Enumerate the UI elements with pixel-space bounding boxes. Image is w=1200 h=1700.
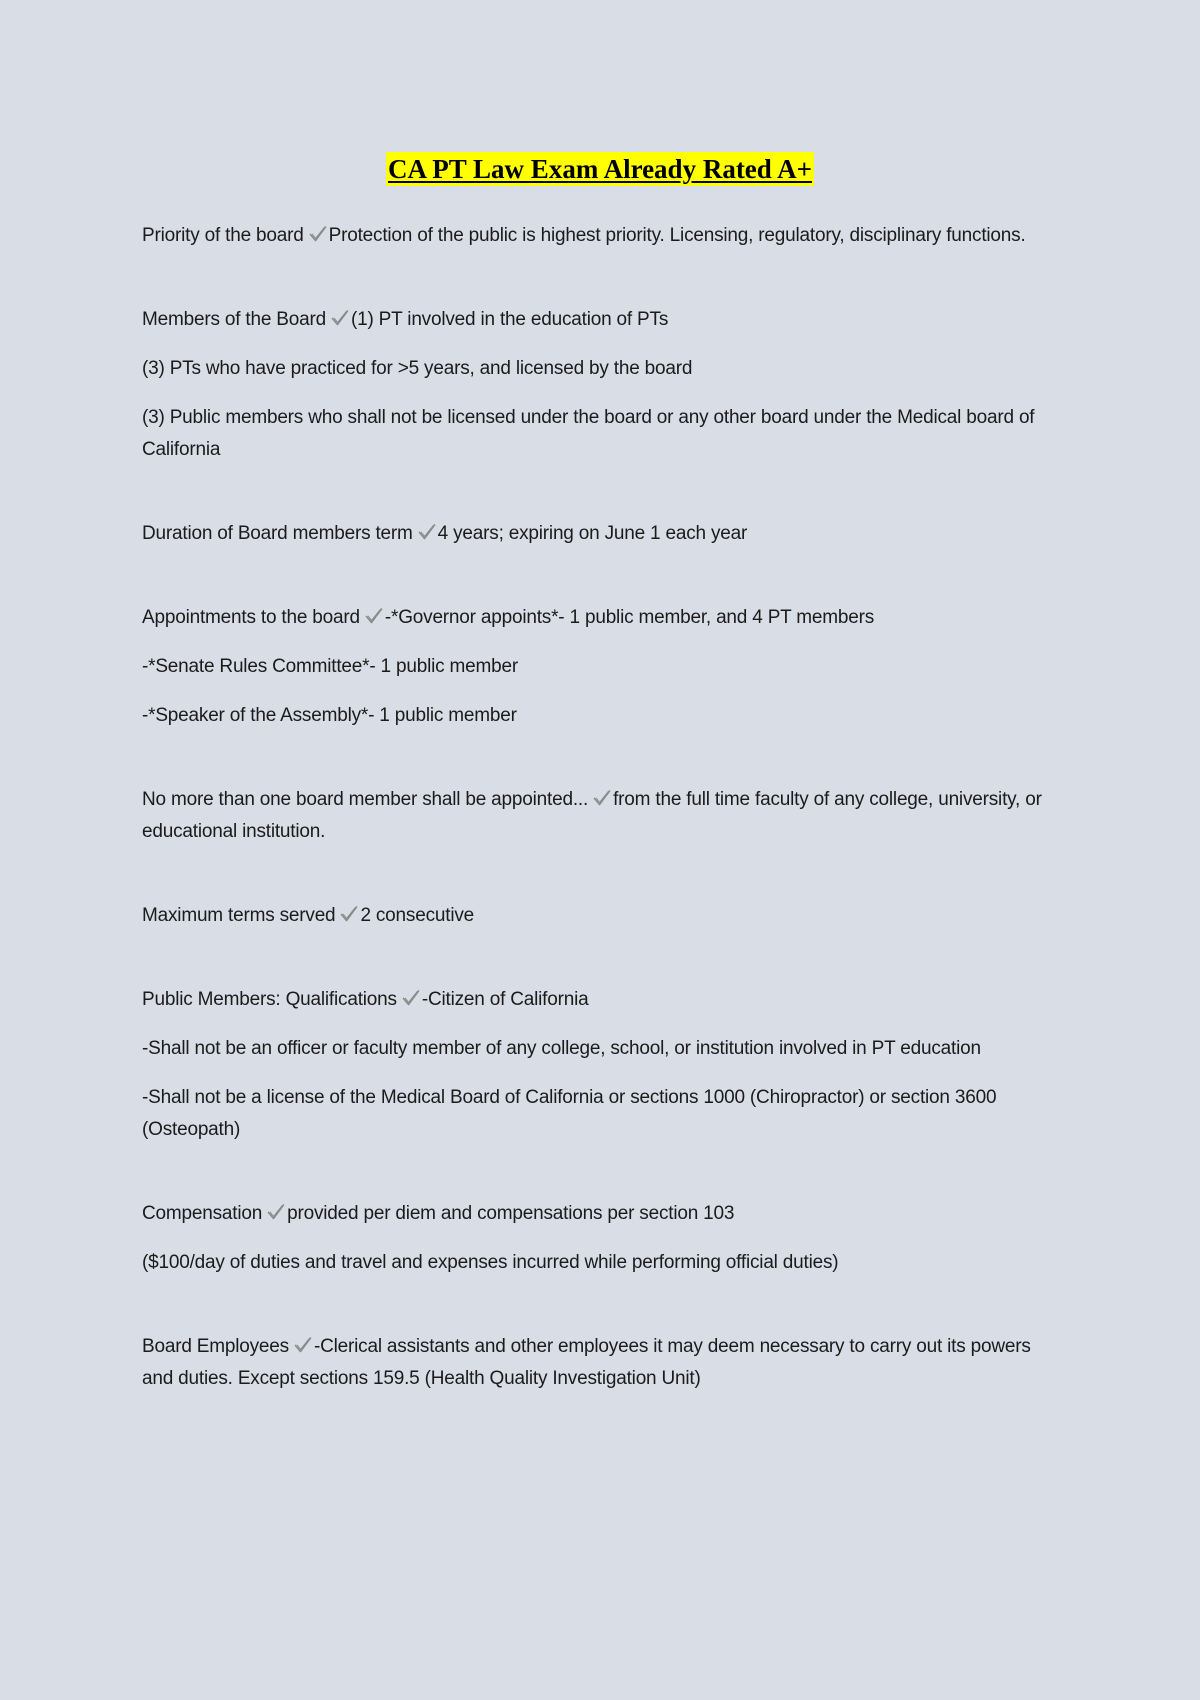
qa-line xyxy=(142,1082,1057,1146)
qa-line xyxy=(142,1033,1057,1065)
qa-line-first xyxy=(142,900,1057,932)
qa-answer-text: 4 years; expiring on June 1 each year xyxy=(437,523,748,544)
qa-entry xyxy=(142,1198,1057,1279)
qa-line-first xyxy=(142,602,1057,634)
qa-line-first xyxy=(142,784,1057,848)
qa-answer-text: 2 consecutive xyxy=(360,905,475,926)
qa-term: Members of the Board xyxy=(142,309,326,330)
qa-entry xyxy=(142,900,1057,932)
qa-entry xyxy=(142,784,1057,848)
qa-entry xyxy=(142,1331,1057,1395)
check-mark-icon xyxy=(293,1335,313,1355)
qa-entry xyxy=(142,304,1057,466)
qa-line xyxy=(142,353,1057,385)
qa-entry xyxy=(142,220,1057,252)
qa-answer-text: provided per diem and compensations per section 103 xyxy=(287,1203,735,1224)
qa-line xyxy=(142,402,1057,466)
check-mark-icon xyxy=(308,224,328,244)
qa-answer-text: -Shall not be an officer or faculty member of any college, school, or institution involved in PT education xyxy=(142,1038,981,1059)
qa-answer-text: (3) PTs who have practiced for >5 years, and licensed by the board xyxy=(142,358,693,379)
qa-term: Compensation xyxy=(142,1203,263,1224)
qa-line-first xyxy=(142,984,1057,1016)
qa-line-first xyxy=(142,1331,1057,1395)
qa-line-first xyxy=(142,1198,1057,1230)
qa-answer-text: -Clerical assistants and other employees it may deem necessary to carry out its powers and duties. Except sections 159.5 (Health Quality Investigation Unit) xyxy=(142,1336,1031,1389)
qa-answer-text: (3) Public members who shall not be licensed under the board or any other board under the Medical board of California xyxy=(142,407,1035,460)
check-mark-icon xyxy=(401,988,421,1008)
check-mark-icon xyxy=(339,904,359,924)
check-mark-icon xyxy=(266,1202,286,1222)
qa-answer-text: -Citizen of California xyxy=(421,989,589,1010)
qa-answer-text: -*Speaker of the Assembly*- 1 public member xyxy=(142,705,517,726)
check-mark-icon xyxy=(592,788,612,808)
qa-term: No more than one board member shall be appointed... xyxy=(142,789,589,810)
qa-term: Public Members: Qualifications xyxy=(142,989,397,1010)
qa-entry xyxy=(142,518,1057,550)
qa-line xyxy=(142,700,1057,732)
title-container xyxy=(0,152,1200,186)
qa-term: Duration of Board members term xyxy=(142,523,413,544)
check-mark-icon xyxy=(330,308,350,328)
qa-answer-text: from the full time faculty of any college, university, or educational institution. xyxy=(142,789,1042,842)
qa-line-first xyxy=(142,304,1057,336)
qa-list xyxy=(142,220,1057,1447)
qa-answer-text: -Shall not be a license of the Medical Board of California or sections 1000 (Chiropractor) or section 3600 (Osteopath) xyxy=(142,1087,997,1140)
qa-answer-text: ($100/day of duties and travel and expenses incurred while performing official duties) xyxy=(142,1252,839,1273)
qa-line xyxy=(142,651,1057,683)
qa-answer-text: -*Governor appoints*- 1 public member, and 4 PT members xyxy=(384,607,875,628)
qa-term: Board Employees xyxy=(142,1336,289,1357)
qa-answer-text: Protection of the public is highest priority. Licensing, regulatory, disciplinary functions. xyxy=(328,225,1026,246)
qa-term: Priority of the board xyxy=(142,225,304,246)
qa-answer-text: (1) PT involved in the education of PTs xyxy=(350,309,669,330)
qa-line-first xyxy=(142,518,1057,550)
qa-answer-text: -*Senate Rules Committee*- 1 public member xyxy=(142,656,518,677)
qa-term: Maximum terms served xyxy=(142,905,336,926)
qa-entry xyxy=(142,602,1057,732)
qa-entry xyxy=(142,984,1057,1146)
document-title: CA PT Law Exam Already Rated A+ xyxy=(388,154,812,184)
check-mark-icon xyxy=(417,522,437,542)
qa-term: Appointments to the board xyxy=(142,607,360,628)
check-mark-icon xyxy=(364,606,384,626)
qa-line-first xyxy=(142,220,1057,252)
qa-line xyxy=(142,1247,1057,1279)
